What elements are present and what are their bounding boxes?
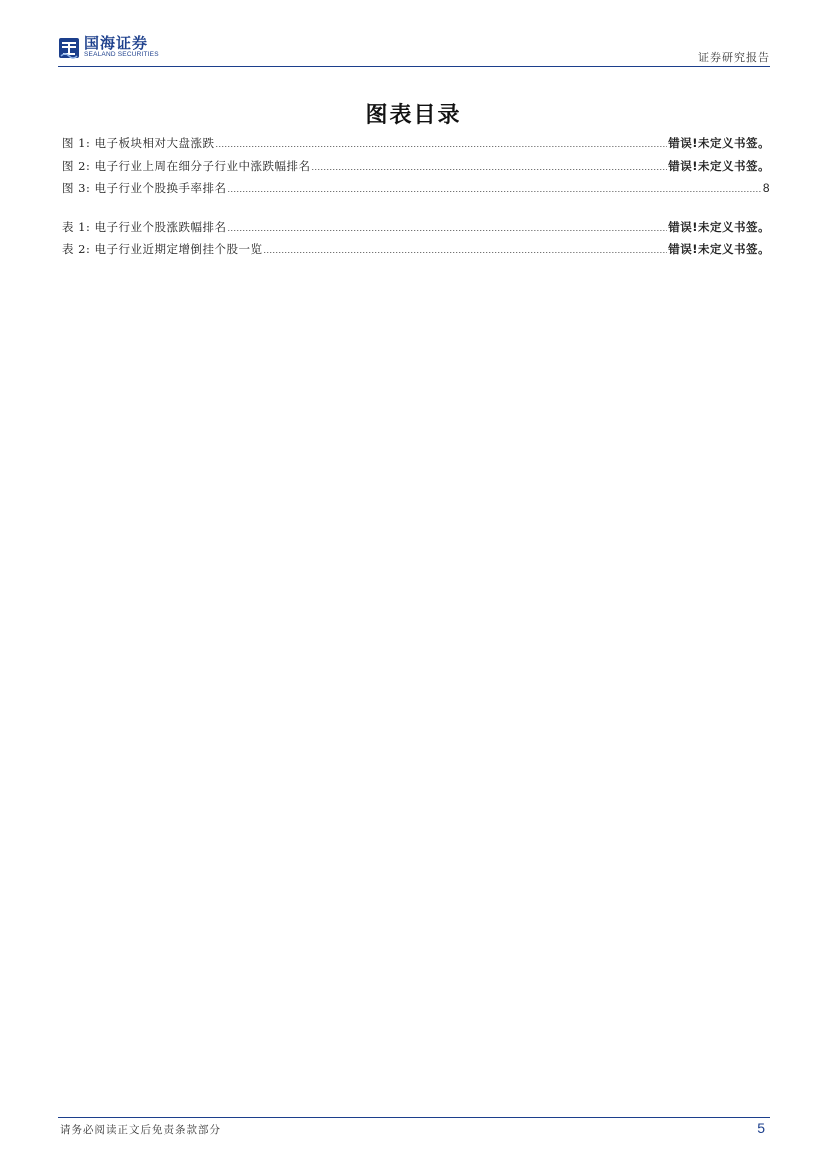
toc-entry-label: 表 1: 电子行业个股涨跌幅排名 <box>62 219 227 234</box>
toc-entry-label: 图 3: 电子行业个股换手率排名 <box>62 181 227 195</box>
figure-list <box>62 135 770 203</box>
toc-entry-page: 错误!未定义书签。 <box>668 136 770 150</box>
page-header <box>58 36 770 68</box>
toc-entry-figure-2[interactable] <box>62 158 770 181</box>
toc-leader-dots <box>228 223 668 233</box>
header-divider <box>58 66 770 67</box>
toc-entry-label: 图 1: 电子板块相对大盘涨跌 <box>62 136 215 150</box>
toc-leader-dots <box>264 245 668 255</box>
toc-entry-page: 8 <box>762 181 770 195</box>
logo-chinese-name: 国海证券 <box>84 34 149 52</box>
footer-divider <box>58 1117 770 1118</box>
toc-entry-label: 图 2: 电子行业上周在细分子行业中涨跌幅排名 <box>62 158 311 173</box>
toc-entry-page: 错误!未定义书签。 <box>668 242 770 256</box>
toc-entry-table-1[interactable] <box>62 219 770 242</box>
toc-entry-figure-3[interactable] <box>62 180 770 203</box>
toc-entry-label: 表 2: 电子行业近期定增倒挂个股一览 <box>62 242 263 256</box>
page-number: 5 <box>757 1120 765 1136</box>
toc-leader-dots <box>228 184 762 194</box>
table-list <box>62 219 770 264</box>
logo-english-name: SEALAND SECURITIES <box>84 51 159 58</box>
table-of-figures <box>62 135 770 264</box>
toc-entry-table-2[interactable] <box>62 241 770 264</box>
report-type-label: 证券研究报告 <box>698 51 770 64</box>
toc-leader-dots <box>312 162 668 172</box>
sealand-logo-icon <box>58 37 80 59</box>
sealand-logo <box>58 36 159 59</box>
toc-entry-page: 错误!未定义书签。 <box>668 219 770 234</box>
toc-entry-figure-1[interactable] <box>62 135 770 158</box>
footer-disclaimer: 请务必阅读正文后免责条款部分 <box>60 1124 221 1136</box>
toc-entry-page: 错误!未定义书签。 <box>668 158 770 173</box>
page-title: 图表目录 <box>365 103 462 128</box>
toc-leader-dots <box>216 139 668 149</box>
